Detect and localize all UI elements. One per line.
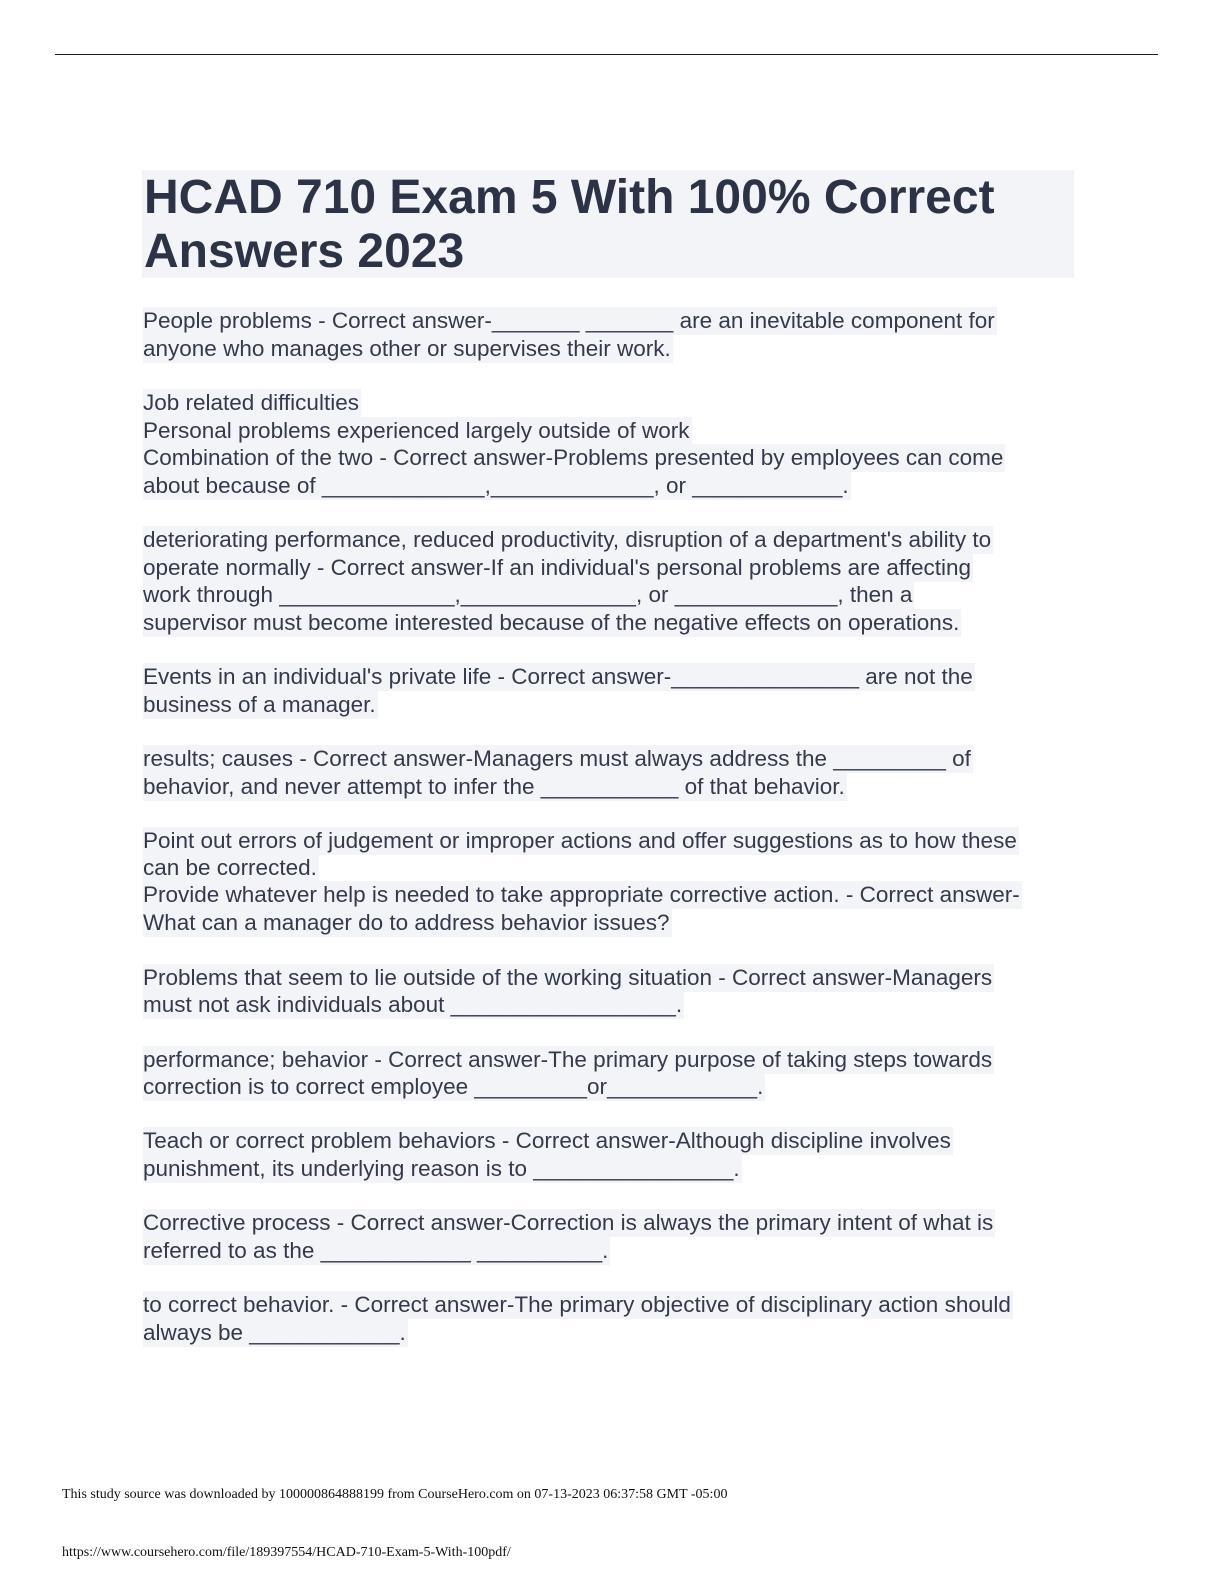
qa-line: can be corrected.	[143, 855, 317, 880]
qa-line: behavior, and never attempt to infer the ___________ of that behavior.	[143, 774, 845, 799]
qa-line: always be ____________.	[143, 1320, 406, 1345]
top-divider	[55, 54, 1158, 55]
title-line-2: Answers 2023	[144, 225, 465, 278]
qa-line: Point out errors of judgement or improper actions and offer suggestions as to how these	[143, 828, 1017, 853]
qa-line: Provide whatever help is needed to take appropriate corrective action. - Correct answer-	[143, 882, 1020, 907]
qa-line: anyone who manages other or supervises their work.	[143, 336, 671, 361]
download-source-note: This study source was downloaded by 100000864888199 from CourseHero.com on 07-13-2023 06:37:58 GMT -05:00	[62, 1487, 728, 1502]
title-line-1: HCAD 710 Exam 5 With 100% Correct	[144, 171, 995, 224]
qa-line: Problems that seem to lie outside of the working situation - Correct answer-Managers	[143, 965, 993, 990]
qa-line: referred to as the ____________ __________.	[143, 1238, 609, 1263]
qa-line: Combination of the two - Correct answer-Problems presented by employees can come	[143, 445, 1004, 470]
qa-line: work through ______________,______________, or _____________, then a	[143, 582, 913, 607]
qa-line: Job related difficulties	[143, 390, 359, 415]
qa-line: deteriorating performance, reduced productivity, disruption of a department's ability to	[143, 527, 992, 552]
qa-line: business of a manager.	[143, 692, 376, 717]
qa-line: supervisor must become interested because of the negative effects on operations.	[143, 610, 960, 635]
qa-line: must not ask individuals about __________________.	[143, 992, 683, 1017]
qa-line: performance; behavior - Correct answer-The primary purpose of taking steps towards	[143, 1047, 993, 1072]
document-title	[142, 170, 1074, 278]
qa-line: punishment, its underlying reason is to ________________.	[143, 1156, 740, 1181]
source-url-link[interactable]: https://www.coursehero.com/file/189397554/HCAD-710-Exam-5-With-100pdf/	[62, 1545, 511, 1560]
qa-line: correction is to correct employee _________or____________.	[143, 1074, 764, 1099]
qa-line: Personal problems experienced largely outside of work	[143, 418, 690, 443]
qa-line: operate normally - Correct answer-If an individual's personal problems are affecting	[143, 555, 972, 580]
qa-line: What can a manager do to address behavior issues?	[143, 910, 670, 935]
qa-line: People problems - Correct answer-_______ _______ are an inevitable component for	[143, 308, 995, 333]
qa-line: to correct behavior. - Correct answer-The primary objective of disciplinary action should	[143, 1292, 1011, 1317]
qa-line: about because of _____________,_____________, or ____________.	[143, 473, 849, 498]
qa-line: Corrective process - Correct answer-Correction is always the primary intent of what is	[143, 1210, 994, 1235]
qa-line: Teach or correct problem behaviors - Correct answer-Although discipline involves	[143, 1128, 951, 1153]
qa-line: Events in an individual's private life - Correct answer-_______________ are not the	[143, 664, 973, 689]
qa-line: results; causes - Correct answer-Managers must always address the _________ of	[143, 746, 971, 771]
